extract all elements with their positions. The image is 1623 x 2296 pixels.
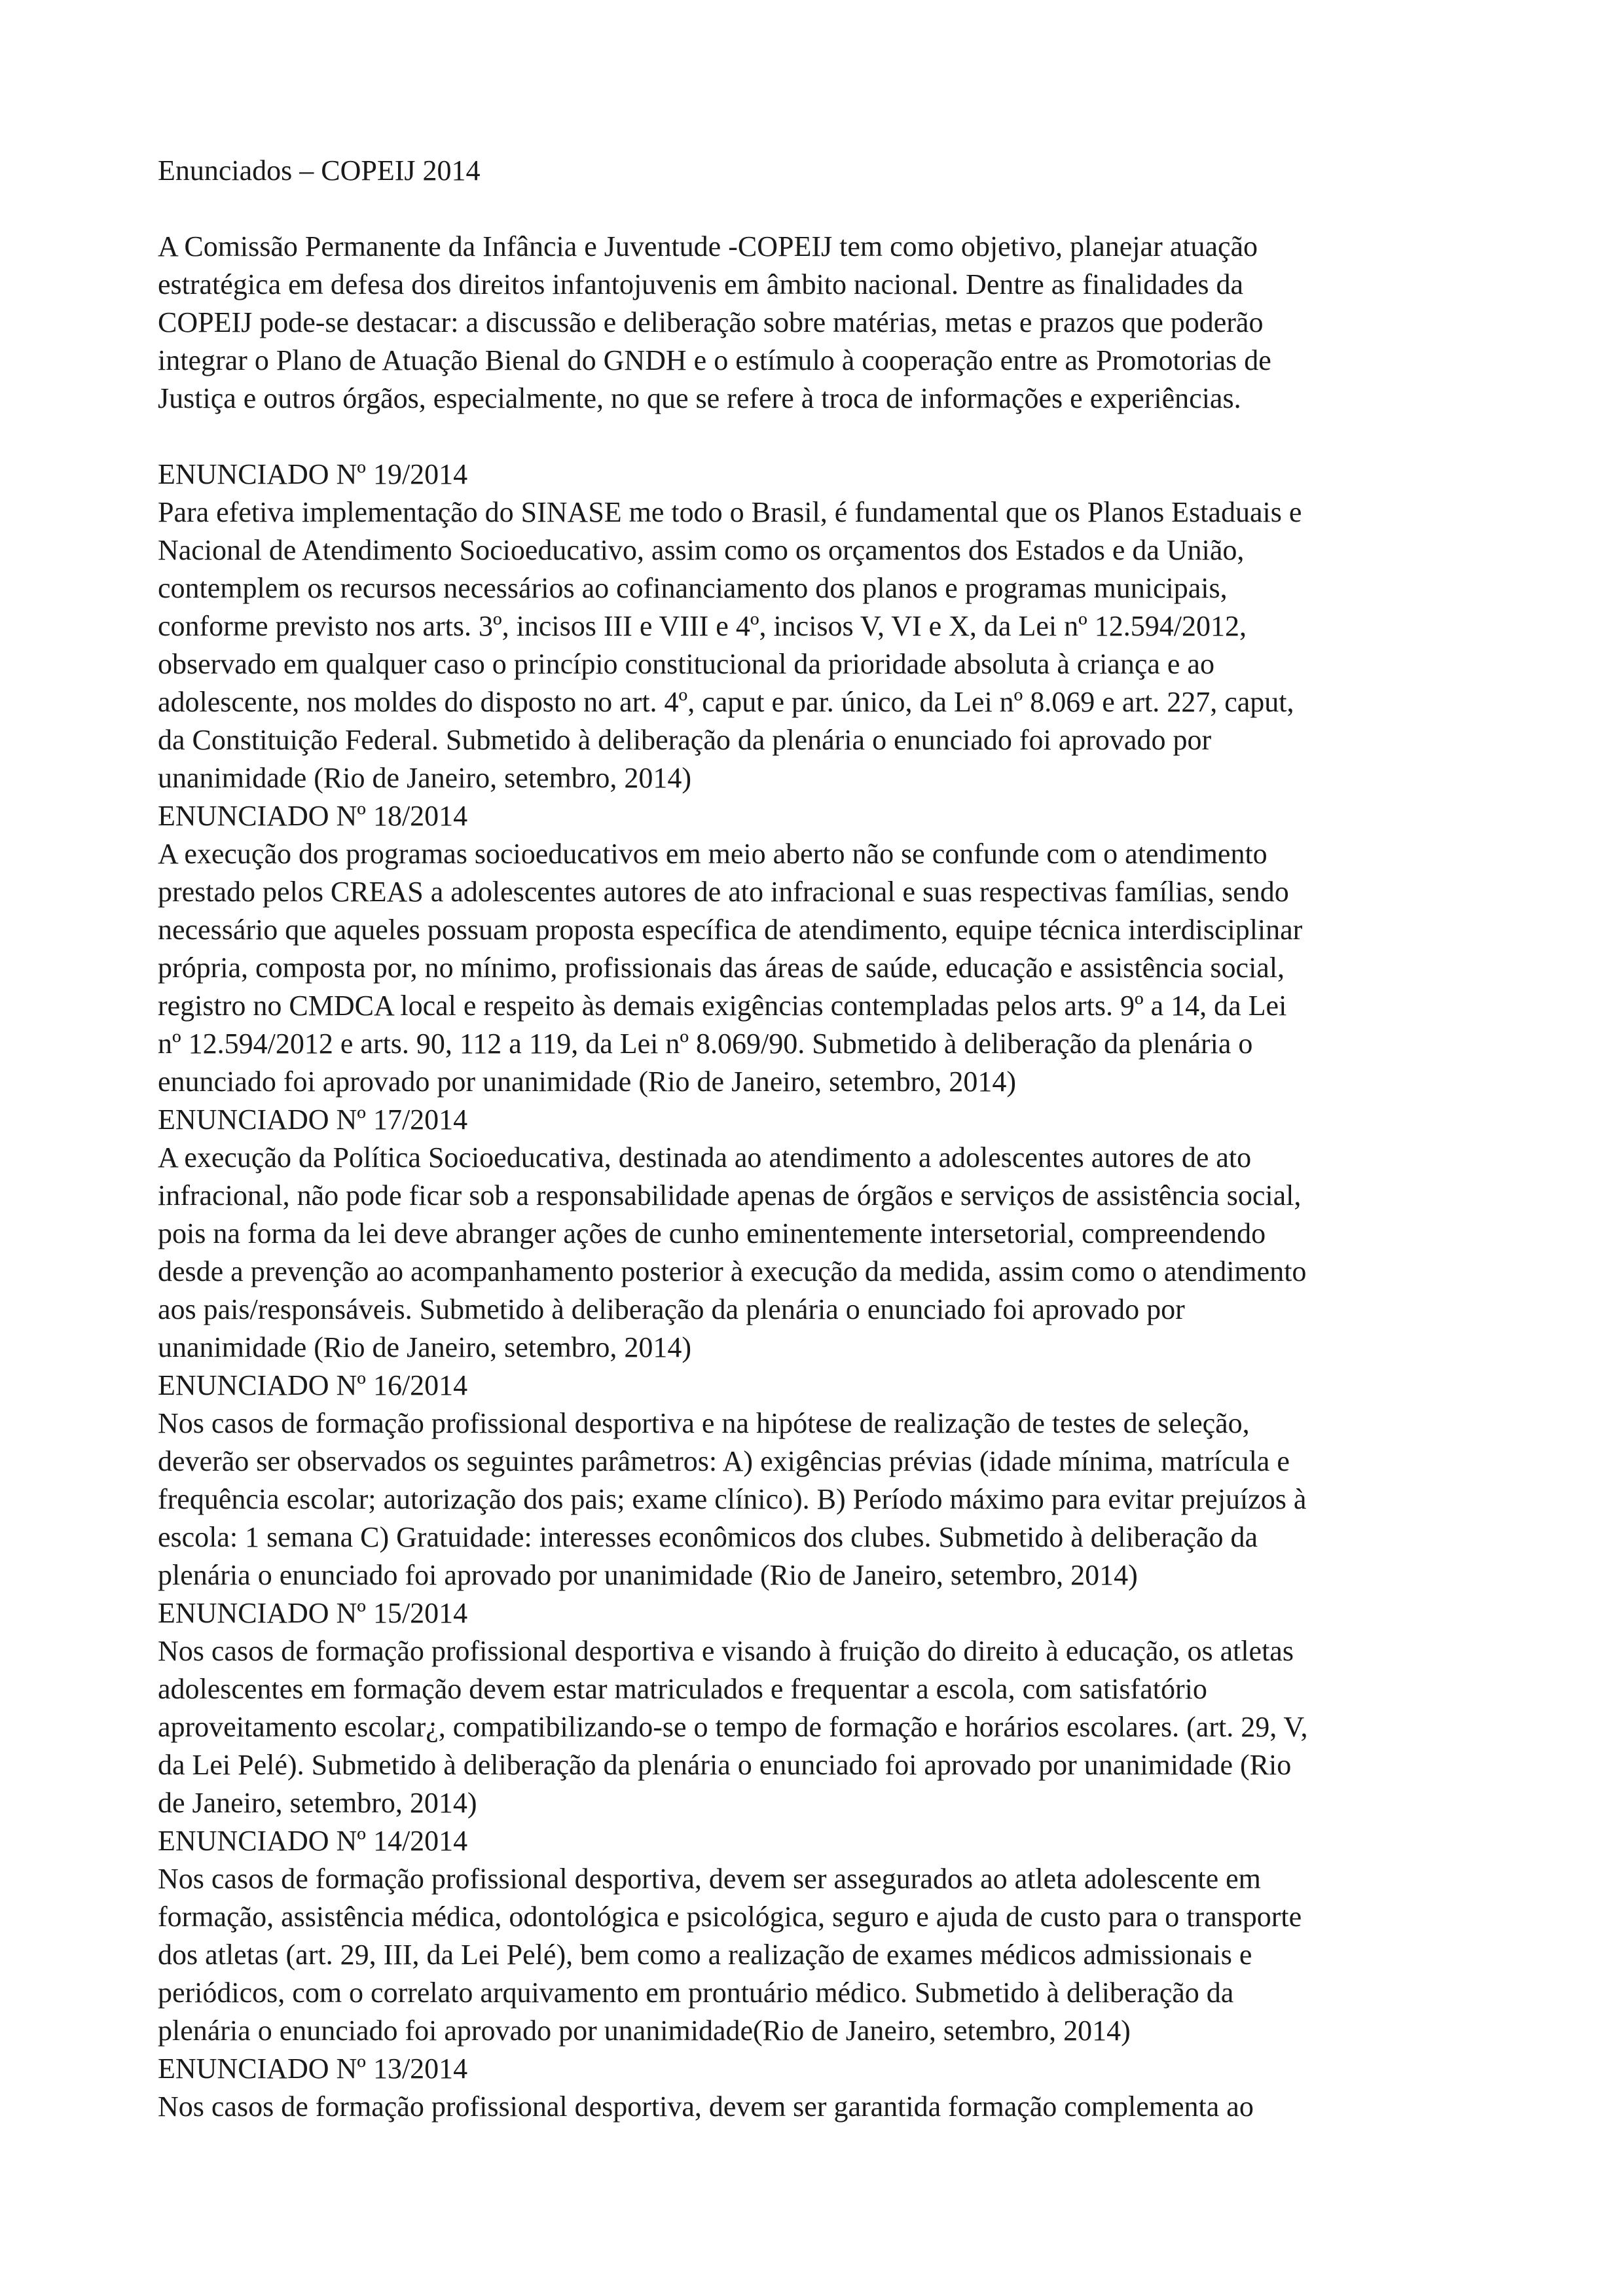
enunciado-13 [158,2050,1477,2126]
enunciado-line: Nacional de Atendimento Socioeducativo, assim como os orçamentos dos Estados e da União, [158,534,1245,566]
enunciado-heading: ENUNCIADO Nº 19/2014 [158,458,468,490]
enunciado-line: A execução da Política Socioeducativa, destinada ao atendimento a adolescentes autores de ato [158,1141,1252,1174]
enunciado-14 [158,1822,1477,2050]
intro-line: A Comissão Permanente da Infância e Juventude -COPEIJ tem como objetivo, planejar atuação [158,230,1258,262]
enunciado-line: Para efetiva implementação do SINASE me todo o Brasil, é fundamental que os Planos Estaduais e [158,496,1302,528]
enunciado-line: desde a prevenção ao acompanhamento posterior à execução da medida, assim como o atendimento [158,1255,1307,1287]
enunciado-line: dos atletas (art. 29, III, da Lei Pelé), bem como a realização de exames médicos admissionais e [158,1939,1252,1971]
document-page [158,152,1477,2126]
enunciado-line: infracional, não pode ficar sob a responsabilidade apenas de órgãos e serviços de assistência social, [158,1179,1302,1211]
enunciado-line: da Constituição Federal. Submetido à deliberação da plenária o enunciado foi aprovado por [158,724,1212,756]
intro-line: estratégica em defesa dos direitos infantojuvenis em âmbito nacional. Dentre as finalidades da [158,268,1243,300]
enunciado-heading: ENUNCIADO Nº 17/2014 [158,1103,468,1136]
enunciado-line: deverão ser observados os seguintes parâmetros: A) exigências prévias (idade mínima, matrícula e [158,1445,1290,1477]
enunciado-line: adolescente, nos moldes do disposto no art. 4º, caput e par. único, da Lei nº 8.069 e art. 227, caput, [158,686,1294,718]
enunciado-line: pois na forma da lei deve abranger ações de cunho eminentemente intersetorial, compreendendo [158,1217,1266,1249]
enunciado-heading: ENUNCIADO Nº 16/2014 [158,1369,468,1401]
enunciado-heading: ENUNCIADO Nº 18/2014 [158,800,468,832]
enunciado-line: Nos casos de formação profissional desportiva, devem ser assegurados ao atleta adolescente em [158,1863,1261,1895]
intro-line: integrar o Plano de Atuação Bienal do GNDH e o estímulo à cooperação entre as Promotorias de [158,344,1271,376]
enunciado-heading: ENUNCIADO Nº 15/2014 [158,1597,468,1629]
enunciado-line: prestado pelos CREAS a adolescentes autores de ato infracional e suas respectivas famílias, sendo [158,876,1289,908]
enunciado-15 [158,1594,1477,1822]
enunciado-line: observado em qualquer caso o princípio constitucional da prioridade absoluta à criança e ao [158,648,1214,680]
enunciado-line: periódicos, com o correlato arquivamento em prontuário médico. Submetido à deliberação da [158,1977,1234,2009]
enunciado-line: unanimidade (Rio de Janeiro, setembro, 2014) [158,762,692,794]
intro-line: Justiça e outros órgãos, especialmente, no que se refere à troca de informações e experiências. [158,382,1241,414]
enunciado-line: A execução dos programas socioeducativos em meio aberto não se confunde com o atendimento [158,838,1267,870]
enunciado-line: frequência escolar; autorização dos pais; exame clínico). B) Período máximo para evitar prejuízos à [158,1483,1307,1515]
enunciado-line: contemplem os recursos necessários ao cofinanciamento dos planos e programas municipais, [158,572,1228,604]
enunciado-16 [158,1367,1477,1594]
enunciado-line: Nos casos de formação profissional desportiva e visando à fruição do direito à educação, os atletas [158,1635,1294,1667]
enunciado-17 [158,1101,1477,1367]
enunciado-heading: ENUNCIADO Nº 13/2014 [158,2053,468,2085]
intro-line: COPEIJ pode-se destacar: a discussão e deliberação sobre matérias, metas e prazos que poderão [158,306,1264,338]
enunciado-line: adolescentes em formação devem estar matriculados e frequentar a escola, com satisfatório [158,1673,1207,1705]
enunciado-line: nº 12.594/2012 e arts. 90, 112 a 119, da Lei nº 8.069/90. Submetido à deliberação da plenária o [158,1028,1253,1060]
enunciado-line: enunciado foi aprovado por unanimidade (Rio de Janeiro, setembro, 2014) [158,1066,1017,1098]
enunciado-line: Nos casos de formação profissional desportiva, devem ser garantida formação complementa ao [158,2090,1254,2123]
spacer [158,418,1477,456]
document-title: Enunciados – COPEIJ 2014 [158,154,481,187]
enunciado-line: necessário que aqueles possuam proposta específica de atendimento, equipe técnica interdisciplinar [158,914,1303,946]
enunciado-line: da Lei Pelé). Submetido à deliberação da plenária o enunciado foi aprovado por unanimidade (Rio [158,1749,1292,1781]
enunciado-heading: ENUNCIADO Nº 14/2014 [158,1825,468,1857]
enunciado-line: aproveitamento escolar¿, compatibilizando-se o tempo de formação e horários escolares. (art. 29, V, [158,1711,1308,1743]
intro-paragraph [158,228,1477,418]
enunciado-line: plenária o enunciado foi aprovado por unanimidade (Rio de Janeiro, setembro, 2014) [158,1559,1138,1591]
enunciado-line: plenária o enunciado foi aprovado por unanimidade(Rio de Janeiro, setembro, 2014) [158,2015,1131,2047]
enunciado-line: própria, composta por, no mínimo, profissionais das áreas de saúde, educação e assistência social, [158,952,1285,984]
enunciado-line: Nos casos de formação profissional desportiva e na hipótese de realização de testes de seleção, [158,1407,1250,1439]
spacer [158,190,1477,228]
enunciado-19 [158,456,1477,797]
enunciado-line: unanimidade (Rio de Janeiro, setembro, 2014) [158,1331,692,1363]
enunciado-line: conforme previsto nos arts. 3º, incisos III e VIII e 4º, incisos V, VI e X, da Lei nº 12.594/2012, [158,610,1247,642]
enunciado-18 [158,797,1477,1101]
enunciado-line: de Janeiro, setembro, 2014) [158,1787,477,1819]
enunciado-line: aos pais/responsáveis. Submetido à deliberação da plenária o enunciado foi aprovado por [158,1293,1185,1325]
enunciado-line: registro no CMDCA local e respeito às demais exigências contempladas pelos arts. 9º a 14, da Lei [158,990,1287,1022]
enunciado-line: escola: 1 semana C) Gratuidade: interesses econômicos dos clubes. Submetido à deliberação da [158,1521,1258,1553]
enunciado-line: formação, assistência médica, odontológica e psicológica, seguro e ajuda de custo para o transporte [158,1901,1302,1933]
